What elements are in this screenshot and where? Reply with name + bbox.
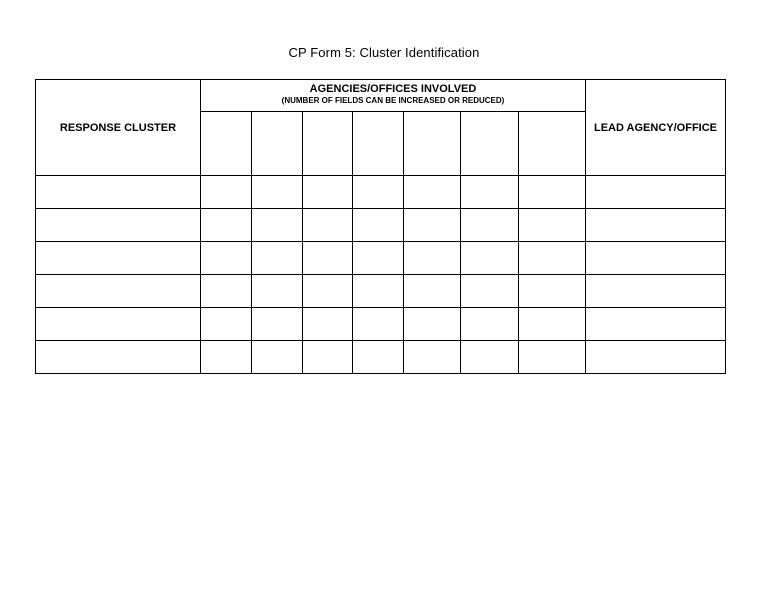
lead-agency-cell[interactable] <box>586 308 726 341</box>
agency-cell[interactable] <box>252 176 303 209</box>
agency-cell[interactable] <box>252 242 303 275</box>
agency-cell[interactable] <box>353 308 404 341</box>
agency-field-header-3[interactable] <box>303 112 353 176</box>
response-cluster-cell[interactable] <box>36 308 201 341</box>
form-title: CP Form 5: Cluster Identification <box>288 45 480 60</box>
agency-cell[interactable] <box>404 209 461 242</box>
agency-field-header-5[interactable] <box>404 112 461 176</box>
agency-cell[interactable] <box>519 176 586 209</box>
agency-cell[interactable] <box>252 341 303 374</box>
lead-agency-header: LEAD AGENCY/OFFICE <box>586 80 726 176</box>
agency-cell[interactable] <box>519 341 586 374</box>
agency-cell[interactable] <box>461 242 519 275</box>
agency-cell[interactable] <box>303 275 353 308</box>
cluster-identification-table <box>35 79 726 374</box>
agency-cell[interactable] <box>303 341 353 374</box>
response-cluster-cell[interactable] <box>36 341 201 374</box>
agency-cell[interactable] <box>303 242 353 275</box>
agency-field-header-4[interactable] <box>353 112 404 176</box>
agency-cell[interactable] <box>252 308 303 341</box>
agency-cell[interactable] <box>404 341 461 374</box>
agency-cell[interactable] <box>201 209 252 242</box>
agency-cell[interactable] <box>201 176 252 209</box>
agency-field-header-2[interactable] <box>252 112 303 176</box>
agency-cell[interactable] <box>519 209 586 242</box>
agency-cell[interactable] <box>404 308 461 341</box>
table-body <box>36 176 726 374</box>
agencies-header-title: AGENCIES/OFFICES INVOLVED <box>309 83 477 95</box>
agency-cell[interactable] <box>404 242 461 275</box>
agency-cell[interactable] <box>303 176 353 209</box>
agency-cell[interactable] <box>252 209 303 242</box>
lead-agency-cell[interactable] <box>586 242 726 275</box>
lead-agency-cell[interactable] <box>586 209 726 242</box>
agency-cell[interactable] <box>353 176 404 209</box>
agencies-header <box>201 80 586 112</box>
table-row <box>36 209 726 242</box>
lead-agency-cell[interactable] <box>586 176 726 209</box>
agency-cell[interactable] <box>404 275 461 308</box>
response-cluster-cell[interactable] <box>36 176 201 209</box>
agency-cell[interactable] <box>519 242 586 275</box>
agency-field-header-7[interactable] <box>519 112 586 176</box>
agency-cell[interactable] <box>353 242 404 275</box>
agency-cell[interactable] <box>353 275 404 308</box>
agencies-header-note: (NUMBER OF FIELDS CAN BE INCREASED OR REDUCED) <box>281 96 505 105</box>
table-row <box>36 308 726 341</box>
response-cluster-cell[interactable] <box>36 275 201 308</box>
agency-cell[interactable] <box>404 176 461 209</box>
agency-cell[interactable] <box>519 308 586 341</box>
response-cluster-cell[interactable] <box>36 242 201 275</box>
agency-cell[interactable] <box>201 242 252 275</box>
response-cluster-cell[interactable] <box>36 209 201 242</box>
agency-cell[interactable] <box>461 275 519 308</box>
agency-cell[interactable] <box>201 341 252 374</box>
response-cluster-header: RESPONSE CLUSTER <box>36 80 201 176</box>
header-row <box>36 80 726 112</box>
agency-cell[interactable] <box>461 176 519 209</box>
agency-cell[interactable] <box>519 275 586 308</box>
table-row <box>36 176 726 209</box>
agency-cell[interactable] <box>303 209 353 242</box>
lead-agency-cell[interactable] <box>586 275 726 308</box>
agency-field-header-6[interactable] <box>461 112 519 176</box>
agency-cell[interactable] <box>201 308 252 341</box>
agency-cell[interactable] <box>252 275 303 308</box>
agency-cell[interactable] <box>303 308 353 341</box>
agency-cell[interactable] <box>353 341 404 374</box>
agency-cell[interactable] <box>353 209 404 242</box>
table-row <box>36 242 726 275</box>
lead-agency-cell[interactable] <box>586 341 726 374</box>
table-row <box>36 341 726 374</box>
agency-field-header-1[interactable] <box>201 112 252 176</box>
agency-cell[interactable] <box>201 275 252 308</box>
agency-cell[interactable] <box>461 308 519 341</box>
table-row <box>36 275 726 308</box>
agency-cell[interactable] <box>461 341 519 374</box>
agency-cell[interactable] <box>461 209 519 242</box>
